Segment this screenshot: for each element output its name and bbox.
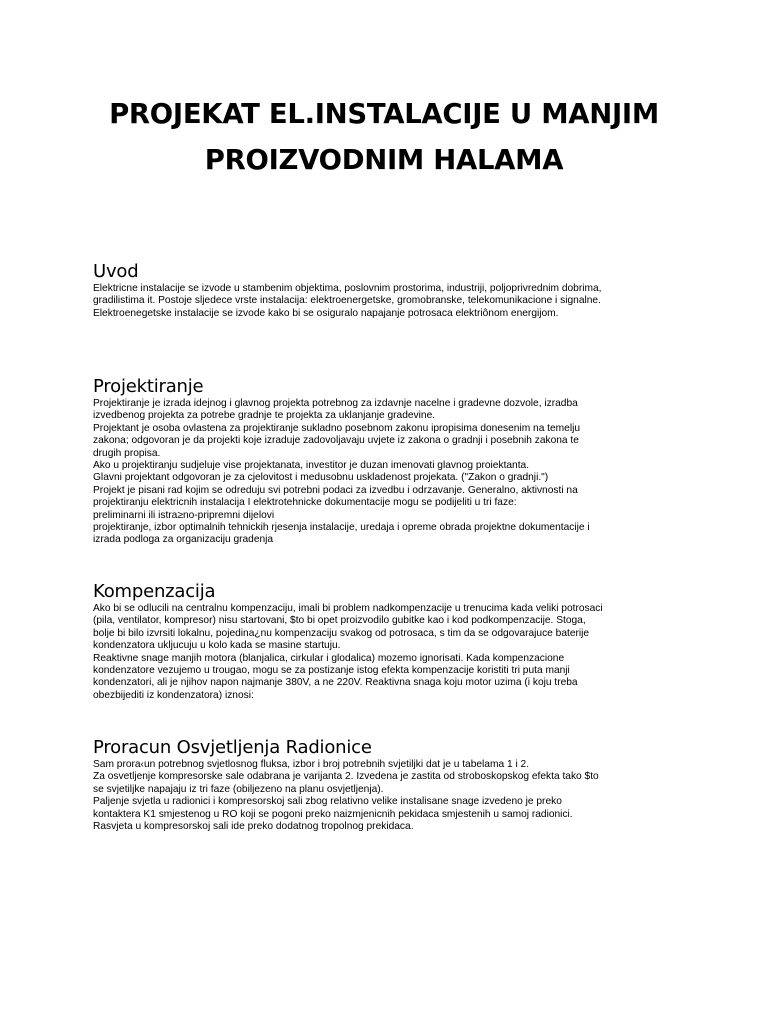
text-line: kontaktera K1 smjestenog u RO koji se pogoni preko naizmjenicnih pekidaca smjestenih u samoj radionici. [93, 808, 573, 820]
text-line: Paljenje svjetla u radionici i kompresorskoj sali zbog relativno velike instalisane snage izvedeno je preko [93, 796, 562, 808]
section-uvod [93, 261, 683, 320]
section-heading: Kompenzacija [93, 581, 216, 602]
text-line: se svjetiljke napajaju iz tri faze (obiljezeno na planu osvjetljenja). [93, 783, 384, 795]
section-heading: Projektiranje [93, 376, 204, 397]
section-kompenzacija [93, 581, 683, 702]
text-line: zakona; odgovoran je da projekti koje izraduje zadovoljavaju uvjete iz zakona o gradnji i posebnih zakona te [93, 435, 579, 447]
section-body [93, 759, 683, 833]
document-title: PROJEKAT EL.INSTALACIJE U MANJIM PROIZVODNIM HALAMA [109, 98, 659, 176]
text-line: projektiranje, izbor optimalnih tehnickih rjesenja instalacije, uredaja i opreme obrada projektne dokumentacije i [93, 522, 590, 534]
text-line: kondenzatore vezujemo u trougao, mogu se za postizanje istog efekta kompenzacije koristiti tri puta manji [93, 665, 570, 677]
text-line: kondenzatora ukljucuju u kolo kada se masine startuju. [93, 640, 341, 652]
text-line: bolje bi bilo izvrsiti lokalnu, pojedina¿nu kompenzaciju svakog od potrosaca, s tim da se odgovarajuce baterije [93, 627, 590, 639]
text-line: Rasvjeta u kompresorskoj sali ide preko dodatnog tropolnog prekidaca. [93, 821, 414, 833]
section-body [93, 603, 683, 702]
text-line: preliminarni ili istra≥no-pripremni dijelovi [93, 509, 275, 521]
text-line: Elektricne instalacije se izvode u stambenim objektima, poslovnim prostorima, industriji, poljoprivrednim dobrima, [93, 283, 602, 294]
section-heading: Uvod [93, 261, 139, 282]
text-line: Za osvetljenje kompresorske sale odabrana je varijanta 2. Izvedena je zastita od stroboskopskog efekta tako $to [93, 771, 599, 783]
text-line: gradilistima it. Postoje sljedece vrste instalacija: elektroenergetske, gromobranske, telekomunikacione i signalne. [93, 295, 601, 307]
text-line: obezbijediti iz kondenzatora) iznosi: [93, 689, 254, 701]
section-body [93, 398, 683, 547]
text-line: Sam prora‹un potrebnog svjetlosnog fluksa, izbor i broj potrebnih svjetiljki dat je u tabelama 1 i 2. [93, 759, 530, 770]
section-body [93, 283, 683, 320]
section-proracun-osvjetljenja [93, 737, 683, 833]
text-line: Projektant je osoba ovlastena za projektiranje sukladno posebnom zakonu ipropisima donesenim na temelju [93, 422, 581, 434]
text-line: Glavni projektant odgovoran je za cjelovitost i medusobnu uskladenost projekata. ("Zakon o gradnji.") [93, 472, 549, 484]
text-line: izvedbenog projekta za potrebe gradnje te projekta za uklanjanje gradevine. [93, 410, 436, 422]
text-line: Ako bi se odlucili na centralnu kompenzaciju, imali bi problem nadkompenzacije u trenucima kada veliki potrosaci [93, 603, 603, 614]
text-line: Ako u projektiranju sudjeluje vise projektanata, investitor je duzan imenovati glavnog proiektanta. [93, 460, 530, 472]
section-heading: Proracun Osvjetljenja Radionice [93, 737, 372, 758]
text-line: Reaktivne snage manjih motora (blanjalica, cirkular i glodalica) mozemo ignorisati. Kada kompenzacione [93, 652, 565, 664]
section-projektiranje [93, 376, 683, 547]
text-line: projektiranju elektricnih instalacija I elektrotehnicke dokumentacije mogu se podijeliti u tri faze: [93, 497, 517, 509]
text-line: Elektroenegetske instalacije se izvode kako bi se osiguralo napajanje potrosaca elektriônom energijom. [93, 307, 559, 319]
text-line: drugih propisa. [93, 447, 161, 459]
text-line: Projektiranje je izrada idejnog i glavnog projekta potrebnog za izdavnje nacelne i gradevne dozvole, izradba [93, 398, 578, 409]
text-line: izrada podloga za organizaciju gradenja [93, 534, 274, 546]
text-line: (pila, ventilator, kompresor) nisu startovani, $to bi opet proizvodilo gubitke kao i kod podkompenzacije. Stoga, [93, 615, 586, 627]
text-line: Projekt je pisani rad kojim se odreduju svi potrebni podaci za izvedbu i odrzavanje. Generalno, aktivnosti na [93, 484, 578, 496]
text-line: kondenzatori, ali je njihov napon najmanje 380V, a ne 220V. Reaktivna snaga koju motor uzima (i koju treba [93, 677, 578, 689]
